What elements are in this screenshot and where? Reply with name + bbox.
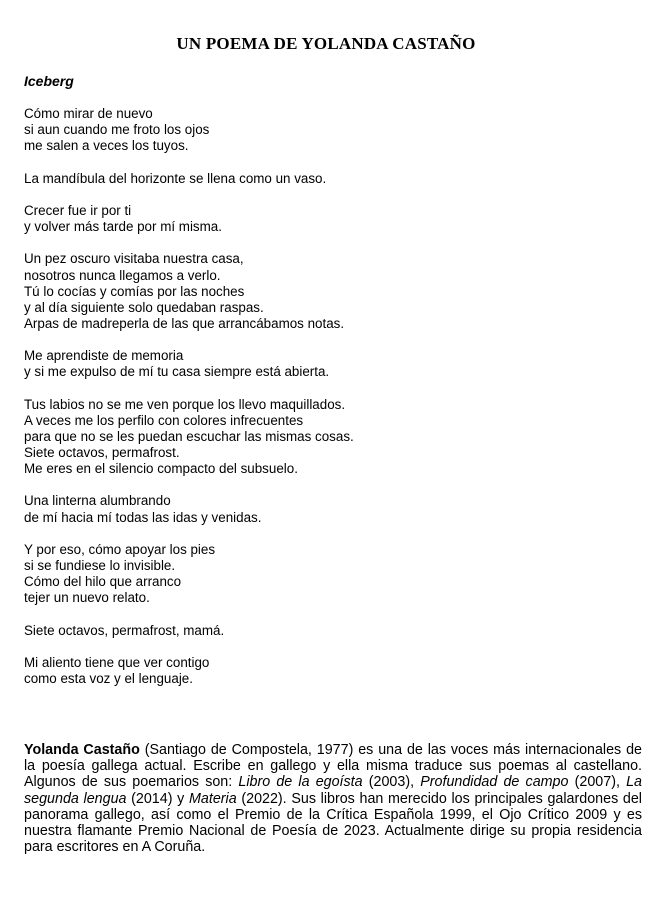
poem-stanza — [24, 623, 634, 639]
poem-line: Tú lo cocías y comías por las noches — [24, 283, 245, 299]
poem-stanza — [24, 397, 634, 477]
poem-body — [24, 106, 634, 704]
poem-line: Una linterna alumbrando — [24, 493, 171, 509]
bio-text: (2022). Sus libros han merecido los principales galardones del panorama gallego, así como el Premio de la Crítica Española 1999, el Ojo Crítico 2009 y es nuestra flamante Premio Nacional de Poesía de 2023. Actualmente dirige su propia residencia para escritores en A Coruña. — [24, 790, 642, 856]
poem-line: y al día siguiente solo quedaban raspas. — [24, 299, 264, 315]
book-title: Materia — [188, 790, 237, 807]
poem-line: y volver más tarde por mí misma. — [24, 219, 222, 235]
poem-line: de mí hacia mí todas las idas y venidas. — [24, 509, 262, 525]
poem-line: Arpas de madreperla de las que arrancábamos notas. — [24, 315, 345, 331]
poem-stanza — [24, 348, 634, 380]
poem-line: me salen a veces los tuyos. — [24, 138, 189, 154]
poem-line: nosotros nunca llegamos a verlo. — [24, 267, 221, 283]
bio-text: (Santiago de Compostela, 1977) es una de las voces más internacionales de la poesía gallega actual. Escribe en gallego y ella misma traduce sus poemas al castellano. Algunos de sus poemarios son: — [24, 742, 642, 791]
poem-line: tejer un nuevo relato. — [24, 590, 150, 606]
poem-line: Me aprendiste de memoria — [24, 348, 184, 364]
poem-line: Cómo mirar de nuevo — [24, 106, 153, 121]
document-title: UN POEMA DE YOLANDA CASTAÑO — [176, 34, 476, 53]
poem-stanza — [24, 203, 634, 235]
poem-line: Crecer fue ir por ti — [24, 202, 132, 218]
poem-line: para que no se les puedan escuchar las mismas cosas. — [24, 428, 354, 444]
poem-stanza — [24, 171, 634, 187]
poem-line: Cómo del hilo que arranco — [24, 574, 182, 590]
poem-line: Siete octavos, permafrost. — [24, 444, 180, 460]
poem-line: Mi aliento tiene que ver contigo — [24, 655, 210, 671]
poem-line: si se fundiese lo invisible. — [24, 558, 176, 574]
poem-stanza — [24, 655, 634, 687]
poem-line: si aun cuando me froto los ojos — [24, 122, 210, 138]
poem-stanza — [24, 493, 634, 525]
poem-line: A veces me los perfilo con colores infrecuentes — [24, 412, 304, 428]
poem-stanza — [24, 106, 634, 154]
book-title: Libro de la egoísta — [238, 774, 363, 791]
poem-title: Iceberg — [24, 73, 74, 89]
book-title: La segunda lengua — [24, 774, 642, 807]
poem-line: Me eres en el silencio compacto del subsuelo. — [24, 461, 298, 477]
poem-line: Siete octavos, permafrost, mamá. — [24, 622, 225, 638]
poem-line: Y por eso, cómo apoyar los pies — [24, 541, 216, 557]
poem-line: Un pez oscuro visitaba nuestra casa, — [24, 251, 244, 267]
book-title: Profundidad de campo — [420, 774, 569, 791]
poem-stanza — [24, 542, 634, 606]
bio-text: (2007), — [568, 774, 627, 791]
poem-stanza — [24, 251, 634, 331]
poem-line: y si me expulso de mí tu casa siempre está abierta. — [24, 364, 330, 380]
author-bio — [24, 742, 642, 855]
bio-text: (2014) y — [126, 790, 189, 807]
poem-line: La mandíbula del horizonte se llena como un vaso. — [24, 170, 327, 186]
poem-line: Tus labios no se me ven porque los llevo maquillados. — [24, 396, 346, 412]
author-name: Yolanda Castaño — [24, 742, 140, 758]
poem-line: como esta voz y el lenguaje. — [24, 671, 193, 687]
bio-text: (2003), — [362, 774, 421, 791]
